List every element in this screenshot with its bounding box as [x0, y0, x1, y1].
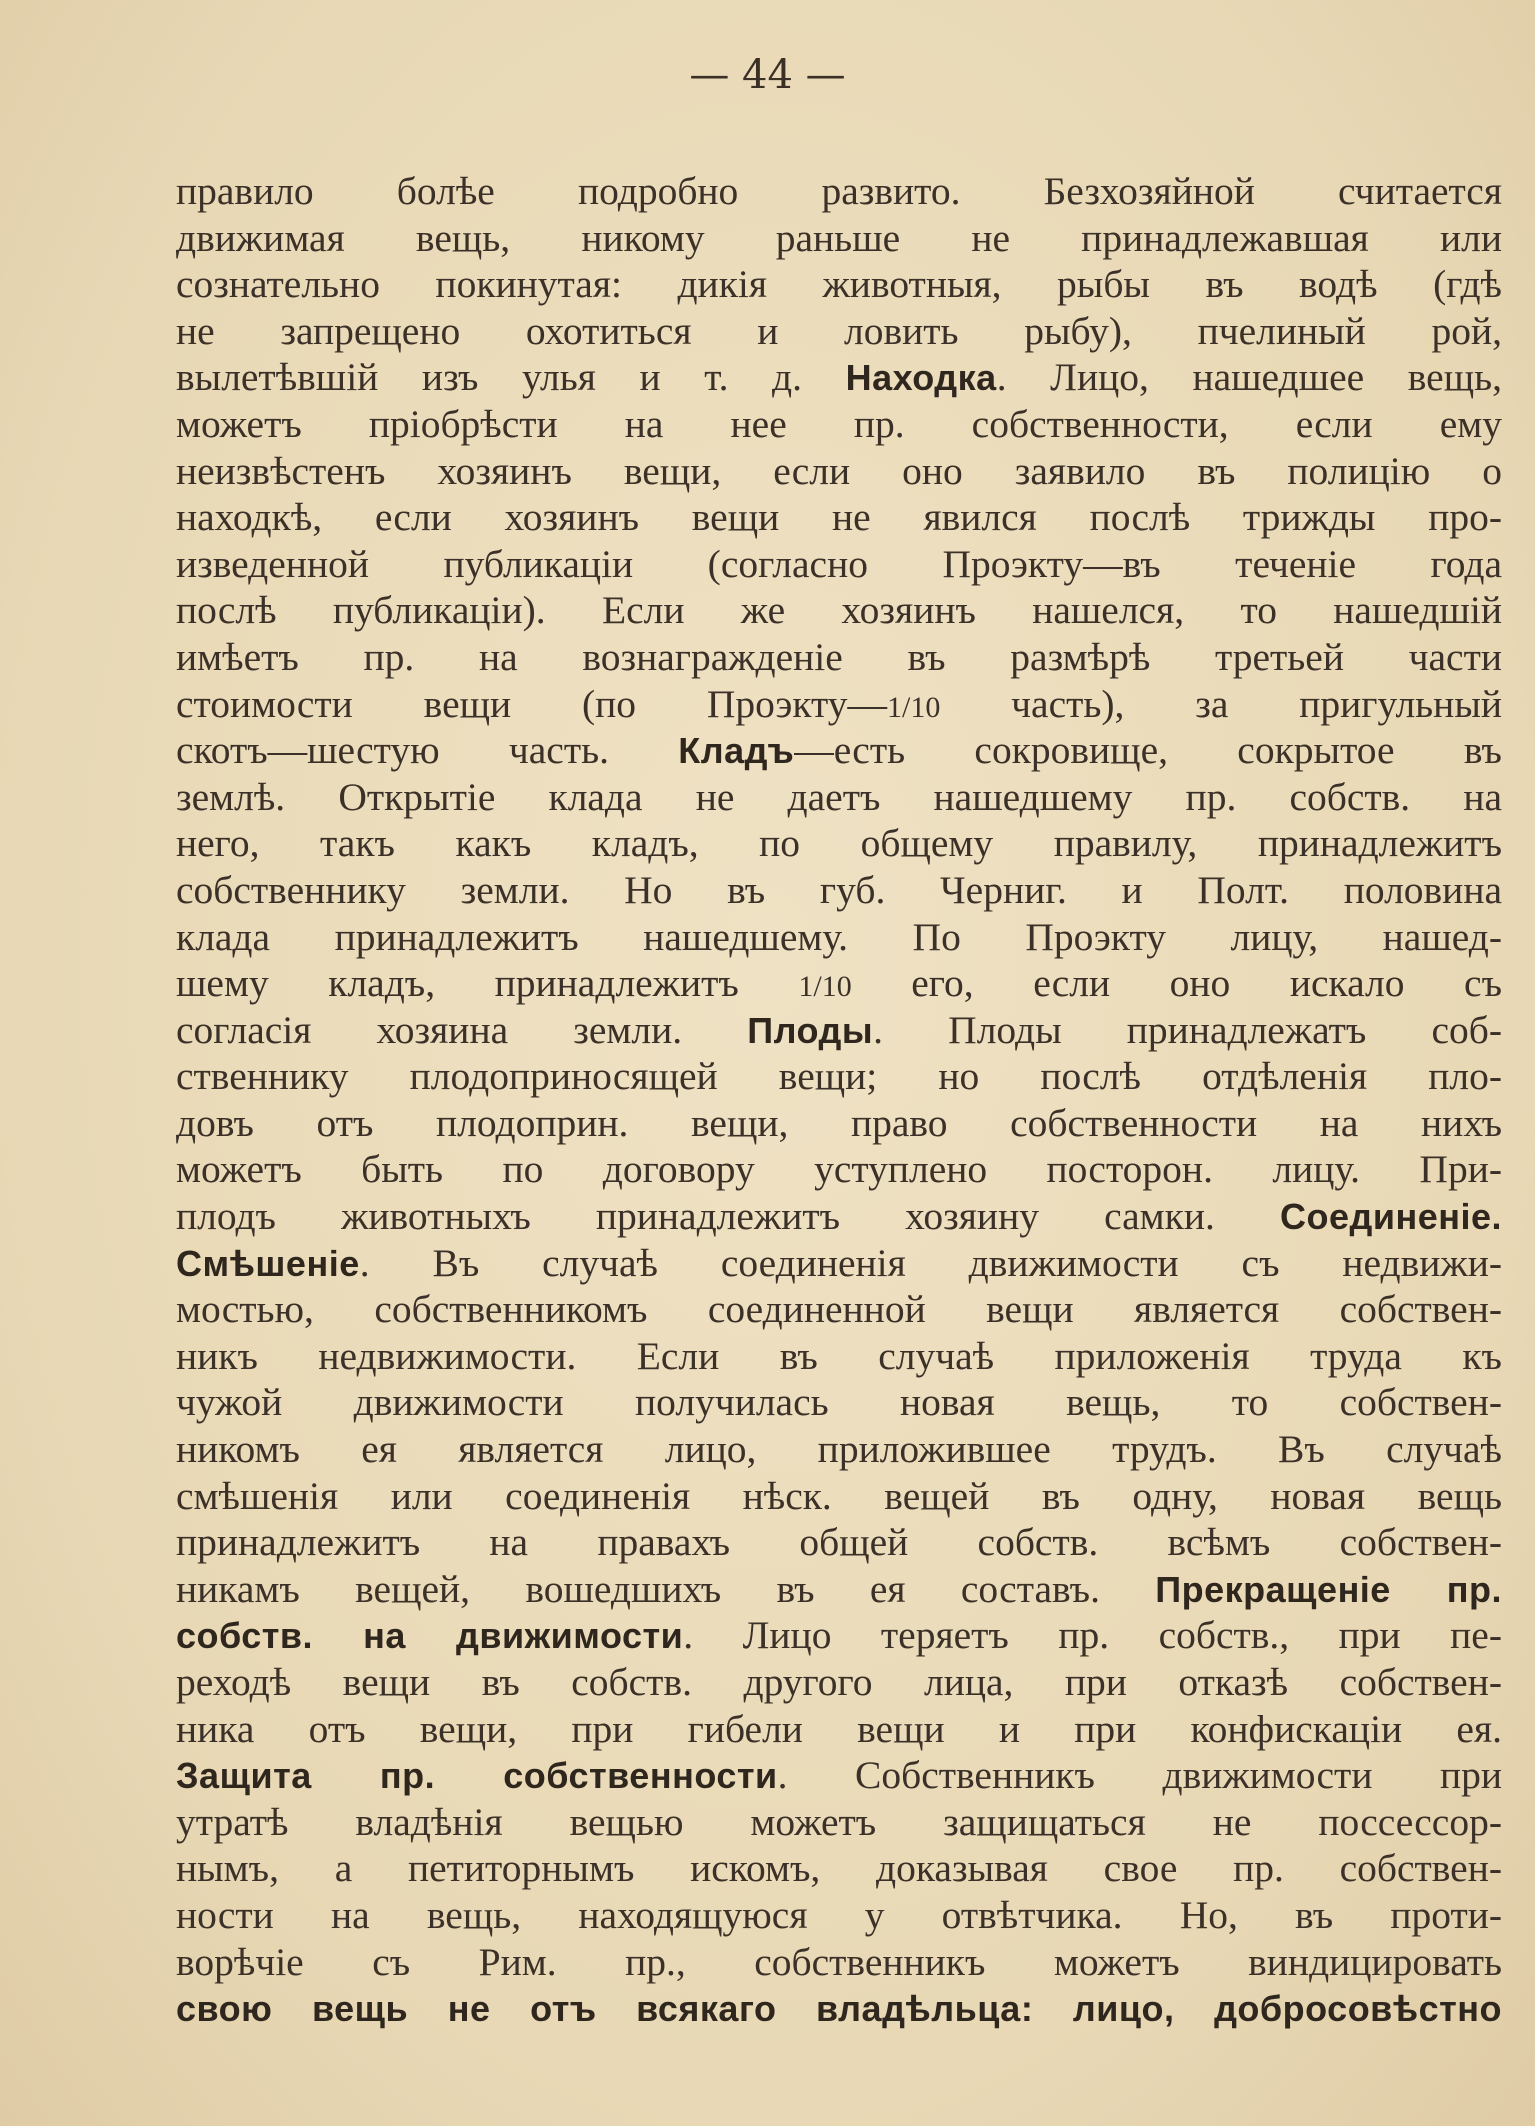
text-line [176, 1985, 1502, 2032]
text-segment: стоимости вещи (по Проэкту— [176, 681, 887, 726]
text-segment: смѣшенія или соединенія нѣск. вещей въ одну, новая вещь [176, 1473, 1502, 1518]
text-segment: . Лицо, нашедшее вещь, [996, 355, 1502, 400]
text-line [176, 1333, 1502, 1380]
text-segment: чужой движимости получилась новая вещь, то собствен- [176, 1380, 1502, 1425]
text-line [176, 960, 1502, 1007]
text-segment: утратѣ владѣнія вещью можетъ защищаться не поссессор- [176, 1799, 1502, 1844]
text-line [176, 634, 1502, 681]
text-line [176, 1659, 1502, 1706]
text-line [176, 774, 1502, 821]
page-number: — 44 — [689, 52, 846, 98]
text-segment: можетъ быть по договору уступлено посторон. лицу. При- [176, 1147, 1502, 1192]
text-segment: довъ отъ плодоприн. вещи, право собственности на нихъ [176, 1100, 1502, 1145]
text-line [176, 215, 1502, 262]
text-line [176, 1193, 1502, 1240]
text-segment: . Лицо теряетъ пр. собств., при пе- [683, 1613, 1502, 1658]
fraction: 1/10 [887, 690, 941, 724]
bold-heading: Защита пр. собственности [176, 1755, 778, 1797]
bold-heading: Кладъ [678, 730, 795, 772]
text-line [176, 1939, 1502, 1986]
text-segment: . Собственникъ движимости при [777, 1753, 1502, 1798]
text-line [176, 1146, 1502, 1193]
text-line [176, 1706, 1502, 1753]
text-segment: шему кладъ, принадлежитъ [176, 961, 799, 1006]
bold-heading: Смѣшеніе [176, 1242, 360, 1284]
text-segment: никомъ ея является лицо, приложившее трудъ. Въ случаѣ [176, 1427, 1502, 1472]
text-segment: землѣ. Открытіе клада не даетъ нашедшему пр. собств. на [176, 774, 1502, 819]
text-line [176, 1845, 1502, 1892]
text-line [176, 1379, 1502, 1426]
bold-heading: собств. на движимости [176, 1615, 684, 1657]
text-line [176, 354, 1502, 401]
text-segment: принадлежитъ на правахъ общей собств. всѣмъ собствен- [176, 1520, 1502, 1565]
text-segment: сознательно покинутая: дикія животныя, рыбы въ водѣ (гдѣ [176, 262, 1502, 307]
text-line [176, 494, 1502, 541]
text-line [176, 681, 1502, 728]
text-segment: собственнику земли. Но въ губ. Черниг. и Полт. половина [176, 867, 1502, 912]
text-segment: имѣетъ пр. на вознагражденіе въ размѣрѣ третьей части [176, 634, 1502, 679]
bold-heading: Прекращеніе пр. [1155, 1568, 1502, 1610]
text-segment: никъ недвижимости. Если въ случаѣ приложенія труда къ [176, 1333, 1502, 1378]
text-line [176, 1053, 1502, 1100]
text-line [176, 1892, 1502, 1939]
text-line [176, 1612, 1502, 1659]
text-segment: его, если оно искало съ [851, 961, 1502, 1006]
bold-heading: свою вещь не отъ всякаго владѣльца: лицо, добросовѣстно [176, 1988, 1502, 2030]
text-segment: не запрещено охотиться и ловить рыбу), пчелиный рой, [176, 308, 1502, 353]
text-segment: . Плоды принадлежатъ соб- [873, 1007, 1502, 1052]
text-segment: него, такъ какъ кладъ, по общему правилу, принадлежитъ [176, 821, 1502, 866]
text-line [176, 1100, 1502, 1147]
text-line [176, 1799, 1502, 1846]
text-segment: находкѣ, если хозяинъ вещи не явился послѣ трижды про- [176, 495, 1502, 540]
text-segment: послѣ публикаціи). Если же хозяинъ нашелся, то нашедшій [176, 588, 1502, 633]
text-segment: согласія хозяина земли. [176, 1007, 748, 1052]
text-segment: —есть сокровище, сокрытое въ [794, 728, 1502, 773]
fraction: 1/10 [798, 970, 852, 1004]
text-segment: ности на вещь, находящуюся у отвѣтчика. Но, въ проти- [176, 1892, 1502, 1937]
text-segment: . Въ случаѣ соединенія движимости съ недвижи- [359, 1240, 1502, 1285]
text-segment: можетъ пріобрѣсти на нее пр. собственности, если ему [176, 401, 1502, 446]
text-segment: правило болѣе подробно развито. Безхозяйной считается [176, 169, 1502, 213]
text-line [176, 1519, 1502, 1566]
text-segment: неизвѣстенъ хозяинъ вещи, если оно заявило въ полицію о [176, 448, 1502, 493]
text-segment: нымъ, а петиторнымъ искомъ, доказывая свое пр. собствен- [176, 1846, 1502, 1891]
text-segment: мостью, собственникомъ соединенной вещи является собствен- [176, 1287, 1502, 1332]
text-line [176, 261, 1502, 308]
text-line [176, 914, 1502, 961]
text-segment: ственнику плодоприносящей вещи; но послѣ отдѣленія пло- [176, 1054, 1502, 1099]
text-line [176, 727, 1502, 774]
text-line [176, 1566, 1502, 1613]
text-line [176, 168, 1502, 215]
text-line [176, 867, 1502, 914]
text-segment: скотъ—шестую часть. [176, 728, 679, 773]
text-line [176, 820, 1502, 867]
text-segment: никамъ вещей, вошедшихъ въ ея составъ. [176, 1566, 1156, 1611]
text-line [176, 1473, 1502, 1520]
text-segment: ника отъ вещи, при гибели вещи и при конфискаціи ея. [176, 1706, 1502, 1751]
text-line [176, 1286, 1502, 1333]
text-segment: плодъ животныхъ принадлежитъ хозяину самки. [176, 1194, 1280, 1239]
text-line [176, 1007, 1502, 1054]
body-text [176, 168, 1502, 2032]
text-line [176, 1426, 1502, 1473]
text-line [176, 1240, 1502, 1287]
text-line [176, 448, 1502, 495]
text-line [176, 401, 1502, 448]
text-segment: изведенной публикаціи (согласно Проэкту—въ теченіе года [176, 541, 1502, 586]
text-line [176, 1752, 1502, 1799]
text-segment: вылетѣвшій изъ улья и т. д. [176, 355, 846, 400]
text-line [176, 587, 1502, 634]
bold-heading: Соединеніе. [1279, 1196, 1502, 1238]
bold-heading: Плоды [747, 1009, 874, 1051]
bold-heading: Находка [845, 357, 997, 399]
text-segment: ворѣчіе съ Рим. пр., собственникъ можетъ виндицировать [176, 1939, 1502, 1984]
text-segment: движимая вещь, никому раньше не принадлежавшая или [176, 215, 1502, 260]
text-line [176, 308, 1502, 355]
text-segment: реходѣ вещи въ собств. другого лица, при отказѣ собствен- [176, 1660, 1502, 1704]
text-segment: клада принадлежитъ нашедшему. По Проэкту лицу, нашед- [176, 914, 1502, 959]
text-segment: часть), за пригульный [940, 681, 1502, 726]
text-line [176, 541, 1502, 588]
